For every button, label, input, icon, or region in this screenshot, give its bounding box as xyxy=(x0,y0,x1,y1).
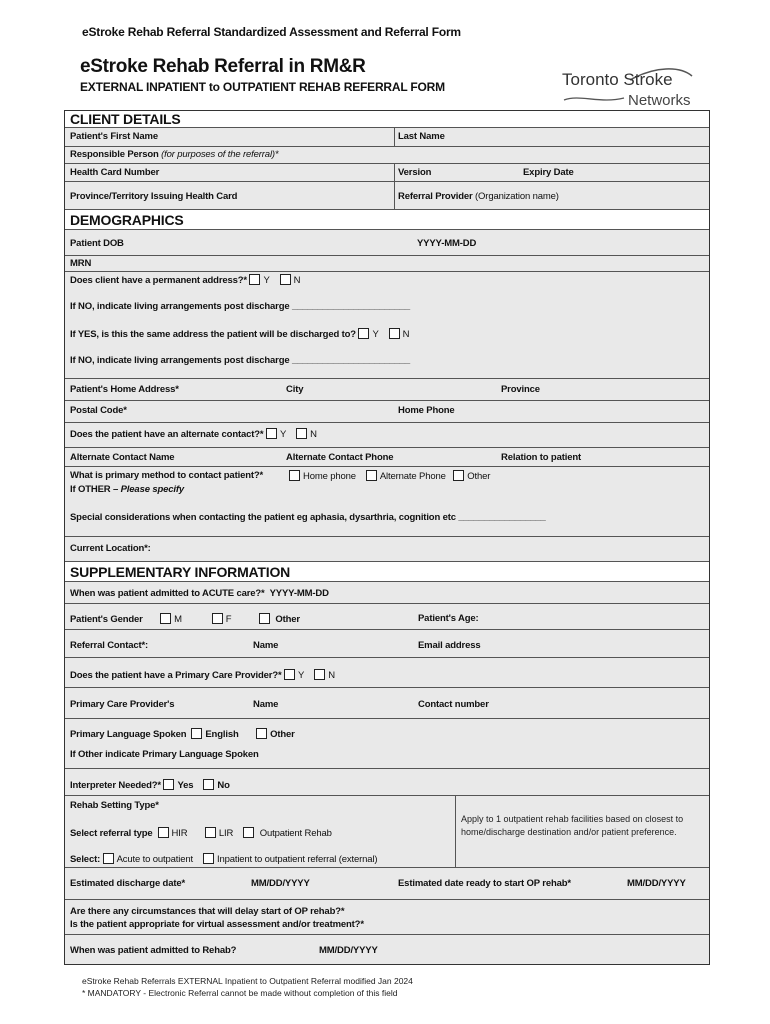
pcp-name-label: Name xyxy=(253,699,279,710)
same-addr-yes-checkbox[interactable] xyxy=(358,328,369,339)
perm-addr-yes-checkbox[interactable] xyxy=(249,274,260,285)
inpatient-to-outpatient-checkbox[interactable] xyxy=(203,853,214,864)
footer-line-2: * MANDATORY - Electronic Referral cannot be made without completion of this field xyxy=(82,988,398,998)
virtual-question: Is the patient appropriate for virtual assessment and/or treatment?* xyxy=(70,919,364,930)
if-other-specify: If OTHER – Please specify xyxy=(70,484,185,495)
outpatient-rehab-checkbox[interactable] xyxy=(243,827,254,838)
gender-m-checkbox[interactable] xyxy=(160,613,171,624)
footer-line-1: eStroke Rehab Referrals EXTERNAL Inpatient to Outpatient Referral modified Jan 2024 xyxy=(82,976,413,986)
section-demographics: DEMOGRAPHICS xyxy=(65,209,709,230)
interpreter-question: Interpreter Needed?* Yes No xyxy=(70,780,230,791)
alternate-contact-question: Does the patient have an alternate contact?* Y N xyxy=(70,429,317,440)
alt-contact-name-label: Alternate Contact Name xyxy=(70,452,175,463)
rehab-admit-question: When was patient admitted to Rehab? xyxy=(70,945,237,956)
postal-code-label: Postal Code* xyxy=(70,405,127,416)
gender-label: Patient's Gender M F Other xyxy=(70,614,300,625)
gender-f-checkbox[interactable] xyxy=(212,613,223,624)
living-arrangements-2: If NO, indicate living arrangements post discharge _______________________ xyxy=(70,355,411,366)
hir-checkbox[interactable] xyxy=(158,827,169,838)
city-label: City xyxy=(286,384,304,395)
toronto-stroke-networks-logo xyxy=(560,64,700,112)
est-discharge-label: Estimated discharge date* xyxy=(70,878,186,889)
pcp-no-checkbox[interactable] xyxy=(314,669,325,680)
form-header-title: eStroke Rehab Referral Standardized Assessment and Referral Form xyxy=(82,25,461,39)
interpreter-yes-checkbox[interactable] xyxy=(163,779,174,790)
est-op-start-label: Estimated date ready to start OP rehab* xyxy=(398,878,571,889)
apply-note: Apply to 1 outpatient rehab facilities based on closest to home/discharge destination and/or patient preference. xyxy=(461,814,684,837)
home-phone-label: Home Phone xyxy=(398,405,455,416)
other-method-checkbox[interactable] xyxy=(453,470,464,481)
page-subtitle: EXTERNAL INPATIENT to OUTPATIENT REHAB REFERRAL FORM xyxy=(80,80,445,94)
referral-contact-label: Referral Contact*: xyxy=(70,640,149,651)
pcp-question: Does the patient have a Primary Care Provider?* Y N xyxy=(70,670,335,681)
est-discharge-format: MM/DD/YYYY xyxy=(251,878,310,889)
language-question: Primary Language Spoken English Other xyxy=(70,729,295,740)
alt-contact-yes-checkbox[interactable] xyxy=(266,428,277,439)
same-address-question: If YES, is this the same address the patient will be discharged to? Y N xyxy=(70,329,410,340)
page-title: eStroke Rehab Referral in RM&R xyxy=(80,56,366,77)
living-arrangements-1: If NO, indicate living arrangements post discharge _______________________ xyxy=(70,301,411,312)
first-name-label: Patient's First Name xyxy=(70,131,158,142)
responsible-person-label: Responsible Person (for purposes of the referral)* xyxy=(70,149,279,160)
english-checkbox[interactable] xyxy=(191,728,202,739)
expiry-date-label: Expiry Date xyxy=(523,167,574,178)
section-client-details: CLIENT DETAILS xyxy=(65,111,709,128)
logo-text-networks: Networks xyxy=(628,92,691,109)
interpreter-no-checkbox[interactable] xyxy=(203,779,214,790)
alternate-phone-checkbox[interactable] xyxy=(366,470,377,481)
referral-type-options: Select referral type HIR LIR Outpatient Rehab xyxy=(70,828,332,839)
version-label: Version xyxy=(398,167,432,178)
last-name-label: Last Name xyxy=(398,131,445,142)
est-op-start-format: MM/DD/YYYY xyxy=(627,878,686,889)
rehab-setting-label: Rehab Setting Type* xyxy=(70,800,159,811)
special-considerations: Special considerations when contacting the patient eg aphasia, dysarthria, cognition etc _________________ xyxy=(70,512,546,523)
permanent-address-question: Does client have a permanent address?* Y N xyxy=(70,275,301,286)
current-location-label: Current Location*: xyxy=(70,543,151,554)
dob-format: YYYY-MM-DD xyxy=(417,238,477,249)
referral-form xyxy=(64,110,710,965)
referral-provider-label: Referral Provider (Organization name) xyxy=(398,191,559,202)
home-phone-checkbox[interactable] xyxy=(289,470,300,481)
pcp-label: Primary Care Provider's xyxy=(70,699,175,710)
gender-other-checkbox[interactable] xyxy=(259,613,270,624)
acute-to-outpatient-checkbox[interactable] xyxy=(103,853,114,864)
province-label: Province xyxy=(501,384,540,395)
province-card-label: Province/Territory Issuing Health Card xyxy=(70,191,238,202)
perm-addr-no-checkbox[interactable] xyxy=(280,274,291,285)
referral-name-label: Name xyxy=(253,640,279,651)
alt-contact-no-checkbox[interactable] xyxy=(296,428,307,439)
pcp-yes-checkbox[interactable] xyxy=(284,669,295,680)
contact-method-options: Home phone Alternate Phone Other xyxy=(289,470,490,482)
acute-admit-question: When was patient admitted to ACUTE care?* YYYY-MM-DD xyxy=(70,588,329,599)
alt-contact-phone-label: Alternate Contact Phone xyxy=(286,452,394,463)
delay-question: Are there any circumstances that will delay start of OP rehab?* xyxy=(70,906,345,917)
same-addr-no-checkbox[interactable] xyxy=(389,328,400,339)
dob-label: Patient DOB xyxy=(70,238,124,249)
language-other-checkbox[interactable] xyxy=(256,728,267,739)
rehab-admit-format: MM/DD/YYYY xyxy=(319,945,378,956)
relation-label: Relation to patient xyxy=(501,452,582,463)
primary-method-question: What is primary method to contact patient?* xyxy=(70,470,264,481)
mrn-label: MRN xyxy=(70,258,92,269)
age-label: Patient's Age: xyxy=(418,613,479,624)
language-if-other: If Other indicate Primary Language Spoken xyxy=(70,749,259,760)
logo-text-toronto-stroke: Toronto Stroke xyxy=(562,70,673,89)
contact-number-label: Contact number xyxy=(418,699,489,710)
select-referral-options: Select: Acute to outpatient Inpatient to outpatient referral (external) xyxy=(70,854,378,865)
email-label: Email address xyxy=(418,640,481,651)
home-address-label: Patient's Home Address* xyxy=(70,384,179,395)
lir-checkbox[interactable] xyxy=(205,827,216,838)
section-supplementary: SUPPLEMENTARY INFORMATION xyxy=(65,561,709,582)
health-card-label: Health Card Number xyxy=(70,167,160,178)
